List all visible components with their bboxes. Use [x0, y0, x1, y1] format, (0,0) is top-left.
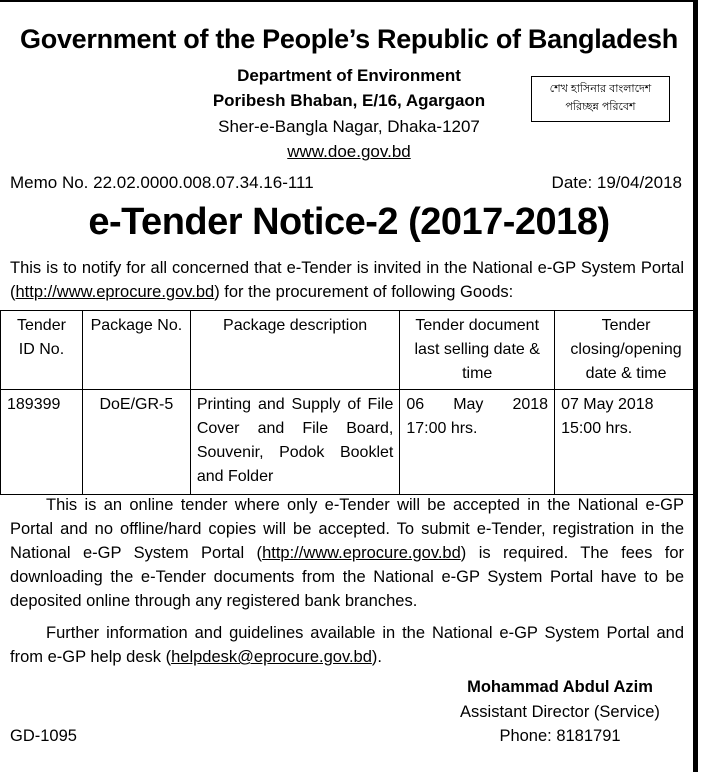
signatory-name: Mohammad Abdul Azim: [467, 678, 653, 696]
helpdesk-email-link[interactable]: helpdesk@eprocure.gov.bd: [171, 648, 372, 666]
signatory-designation: Assistant Director (Service): [460, 703, 660, 721]
intro-text-before: This is to notify for all concerned that e-Tender is invited in the National e-GP System Portal (: [10, 259, 684, 301]
table-header-row: [1, 311, 698, 390]
department-name: Department of Environment: [237, 66, 461, 85]
notice-title: e-Tender Notice-2 (2017-2018): [88, 201, 610, 243]
tender-table: [0, 310, 698, 495]
website-link[interactable]: www.doe.gov.bd: [287, 142, 411, 161]
header-closing-date: Tender closing/opening date & time: [555, 311, 698, 390]
intro-portal-link[interactable]: http://www.eprocure.gov.bd: [15, 283, 215, 301]
city-address: Sher-e-Bangla Nagar, Dhaka-1207: [218, 117, 480, 136]
para2-text-before: Further information and guidelines available in the National e-GP System Portal and from e-GP help desk (: [10, 624, 684, 666]
building-address: Poribesh Bhaban, E/16, Agargaon: [212, 91, 486, 110]
slogan-line-2: পরিচ্ছন্ন পরিবেশ: [565, 101, 636, 113]
para1-text-after: ) is required. The fees for downloading the e-Tender documents from the National e-GP System Portal have to be deposited online through any registered bank branches.: [10, 544, 685, 610]
memo-date: Date: 19/04/2018: [551, 173, 682, 192]
slogan-box: [531, 76, 670, 122]
cell-closing-datetime: [555, 390, 698, 495]
helpdesk-paragraph: [10, 621, 684, 669]
submission-paragraph: [10, 493, 684, 613]
intro-text-after: ) for the procurement of following Goods:: [214, 283, 514, 301]
signatory-phone: Phone: 8181791: [499, 727, 621, 745]
gd-number: GD-1095: [10, 727, 77, 745]
header-package-description: Package description: [190, 311, 400, 390]
closing-time: 15:00 hrs.: [561, 420, 633, 437]
selling-date: 06 May 2018: [406, 396, 549, 413]
para1-portal-link[interactable]: http://www.eprocure.gov.bd: [262, 544, 461, 562]
para2-text-after: ).: [371, 648, 383, 666]
cell-package-no: DoE/GR-5: [82, 390, 190, 495]
government-heading: Government of the People’s Republic of Bangladesh: [20, 24, 678, 54]
para1-text-before: This is an online tender where only e-Tender will be accepted in the National e-GP Portal and no offline/hard copies will be accepted. To submit e-Tender, registration in the National e-GP System Portal (: [10, 496, 684, 562]
cell-selling-datetime: [400, 390, 555, 495]
slogan-line-1: শেখ হাসিনার বাংলাদেশ: [549, 83, 652, 95]
selling-time: 17:00 hrs.: [406, 420, 478, 437]
header-tender-id: Tender ID No.: [1, 311, 83, 390]
table-row: [1, 390, 698, 495]
memo-number: Memo No. 22.02.0000.008.07.34.16-111: [10, 173, 314, 192]
intro-paragraph: [10, 256, 684, 304]
cell-description: Printing and Supply of File Cover and File Board, Souvenir, Podok Booklet and Folder: [190, 390, 400, 495]
header-selling-date: Tender document last selling date & time: [400, 311, 555, 390]
cell-tender-id: 189399: [1, 390, 83, 495]
header-package-no: Package No.: [82, 311, 190, 390]
closing-date: 07 May 2018: [561, 396, 654, 413]
